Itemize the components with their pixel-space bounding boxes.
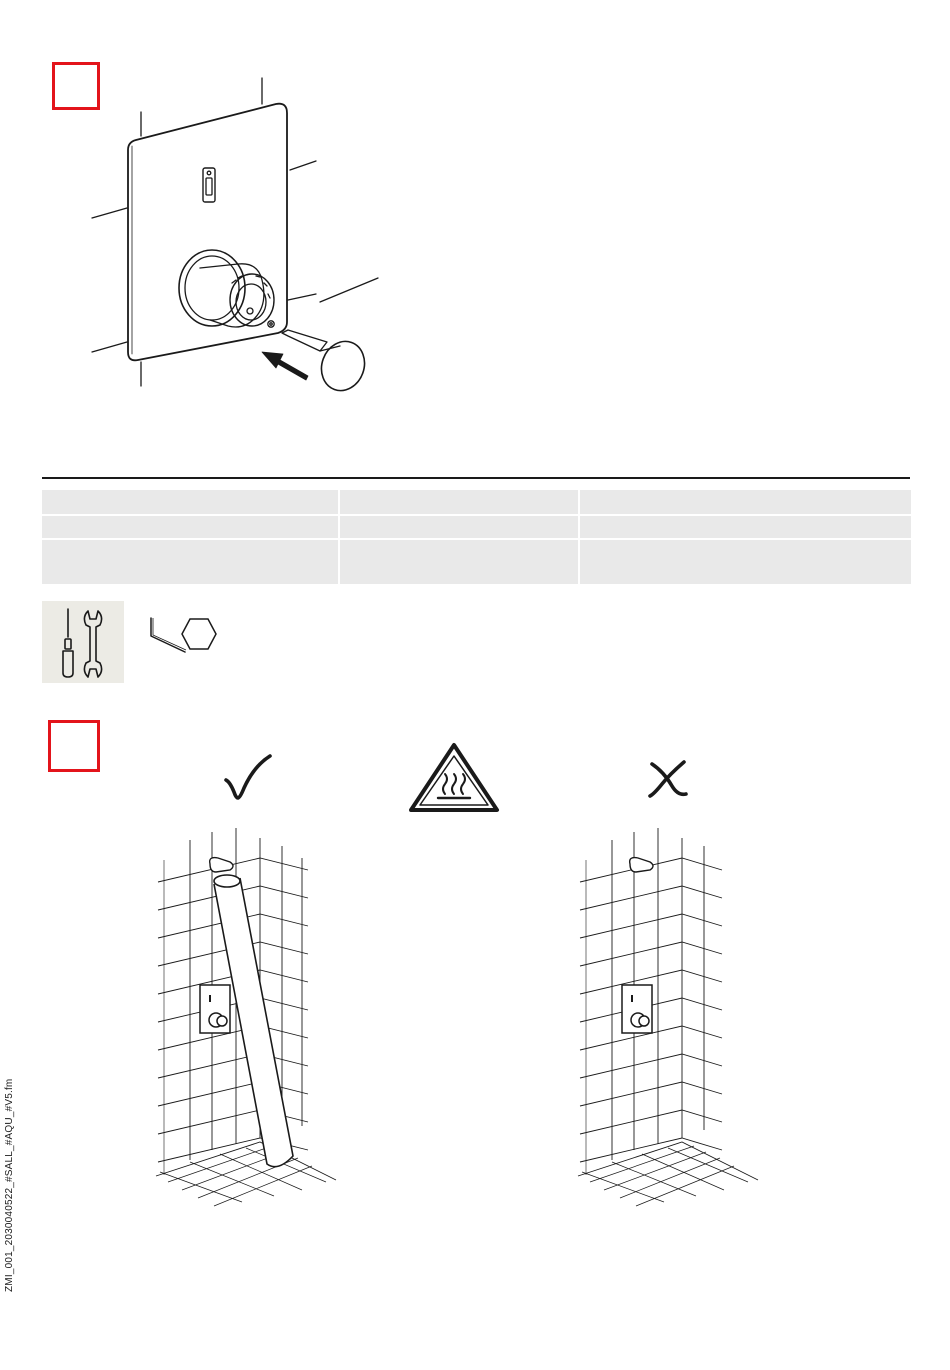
table-row-divider (42, 538, 911, 540)
specification-table (42, 490, 911, 584)
table-row-divider (42, 514, 911, 516)
cross-icon (646, 758, 692, 800)
hot-surface-warning-icon (408, 742, 500, 814)
step-2-marker (48, 720, 100, 772)
correct-flush-illustration (150, 820, 350, 1210)
hex-nut-icon (180, 616, 218, 652)
checkmark-icon (222, 752, 276, 804)
table-col-divider (338, 490, 340, 584)
incorrect-no-flush-illustration (572, 820, 772, 1210)
valve-installation-illustration (0, 0, 400, 420)
screwdriver-wrench-icon (42, 601, 124, 683)
section-divider (42, 477, 910, 479)
document-file-label: ZMI_001_2030040522_#SALL_#AQU_#V5.fm (4, 1078, 15, 1292)
table-col-divider (578, 490, 580, 584)
